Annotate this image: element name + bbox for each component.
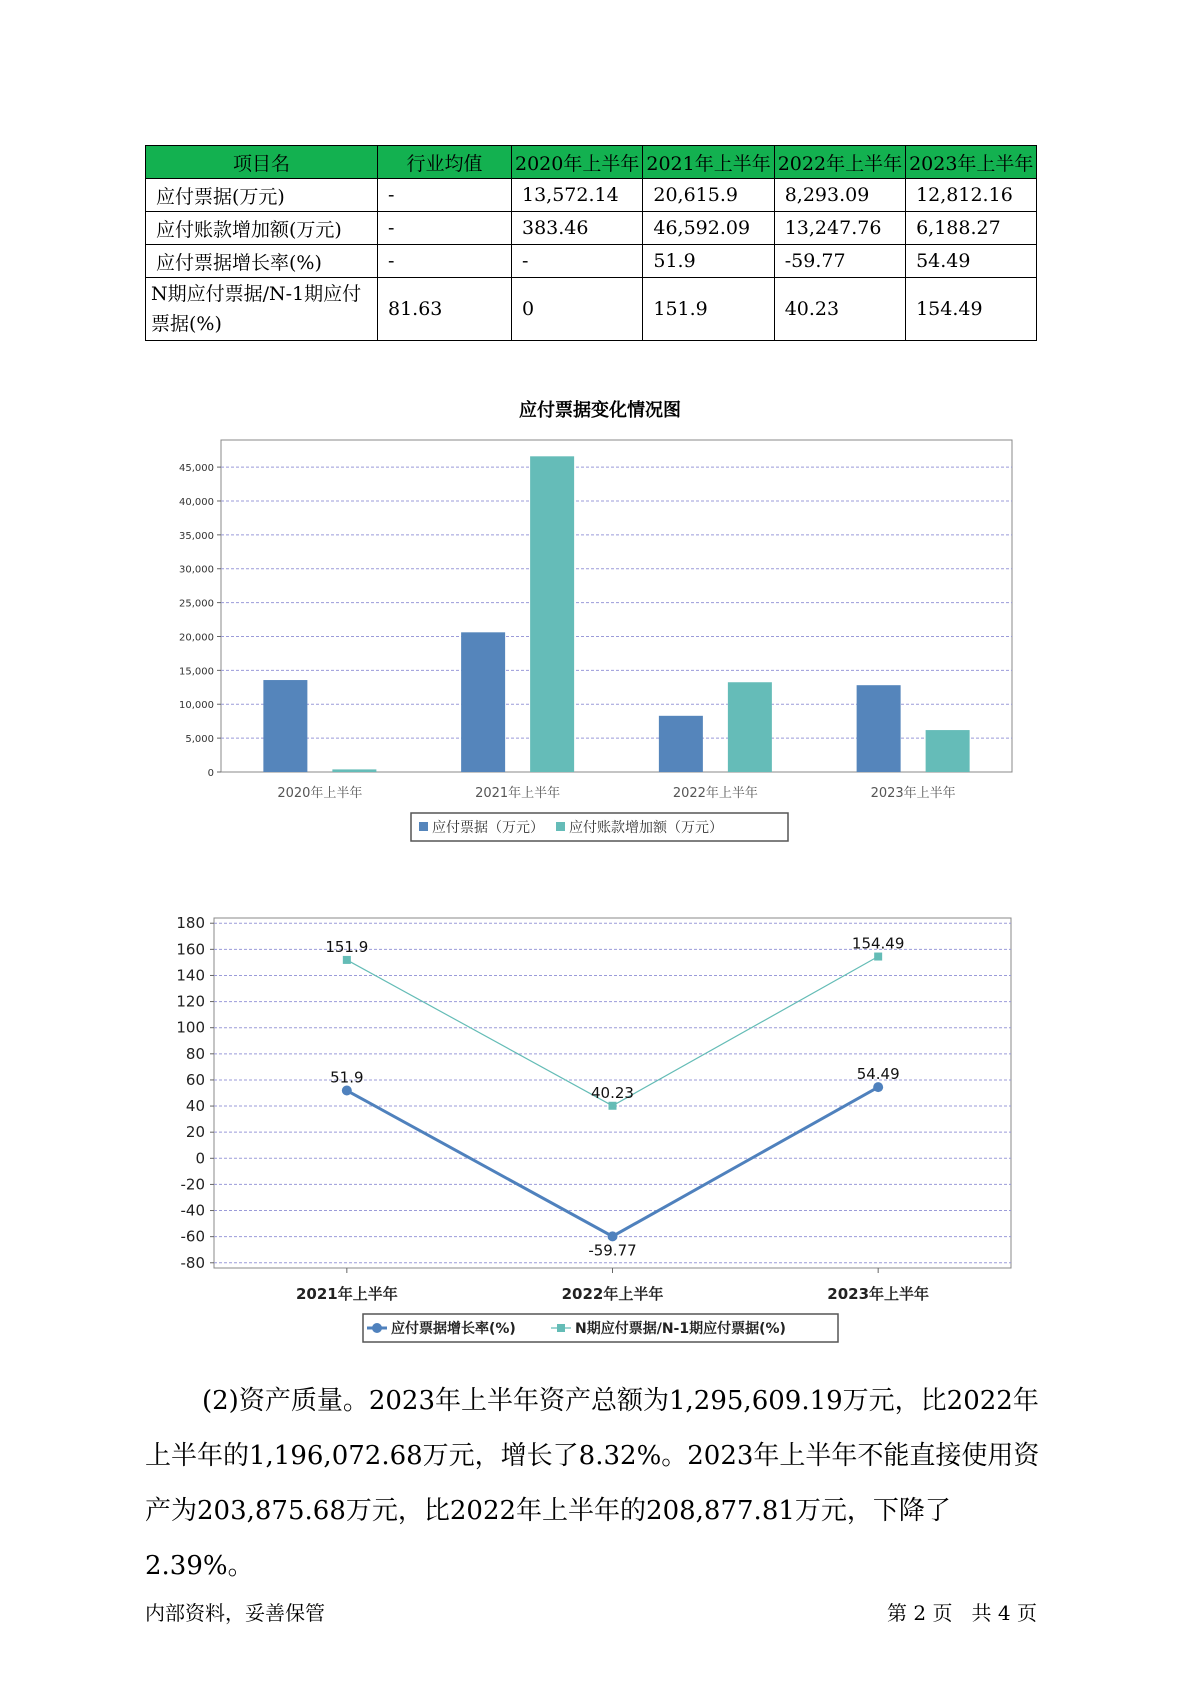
bar-y-tick-label: 5,000 (185, 734, 214, 746)
table-cell: - (378, 212, 512, 245)
bar-y-tick-label: 45,000 (179, 463, 214, 475)
footer-page-number: 第 2 页 共 4 页 (887, 1601, 1037, 1625)
table-cell: 应付账款增加额(万元) (146, 212, 378, 245)
table-cell: 20,615.9 (643, 179, 774, 212)
table-cell: 383.46 (512, 212, 643, 245)
line-y-tick-label: 120 (176, 992, 205, 1011)
bar-y-tick-label: 15,000 (179, 666, 214, 678)
line-x-tick-label: 2022年上半年 (561, 1285, 664, 1303)
line-legend-marker (372, 1323, 382, 1333)
table-cell: -59.77 (774, 245, 905, 278)
line-data-label: 51.9 (330, 1068, 364, 1087)
bar-legend-label: 应付账款增加额（万元） (569, 820, 723, 836)
bar-y-tick-label: 35,000 (179, 530, 214, 542)
bar-x-tick-label: 2022年上半年 (672, 786, 758, 801)
bar-y-tick-label: 40,000 (179, 496, 214, 508)
table-cell: N期应付票据/N-1期应付票据(%) (146, 278, 378, 341)
line-y-tick-label: -40 (180, 1201, 205, 1220)
line-y-tick-label: 20 (185, 1123, 205, 1142)
header-2021h1: 2021年上半年 (643, 146, 774, 179)
line-data-label: 154.49 (851, 934, 905, 953)
line-legend-label: 应付票据增长率(%) (391, 1321, 516, 1337)
header-item-name: 项目名 (146, 146, 378, 179)
ratio-point (609, 1102, 617, 1110)
table-cell: 81.63 (378, 278, 512, 341)
table-cell: 13,247.76 (774, 212, 905, 245)
bar-y-tick-label: 25,000 (179, 598, 214, 610)
bar-legend-label: 应付票据（万元） (432, 820, 544, 836)
bar-x-tick-label: 2020年上半年 (277, 786, 363, 801)
table-cell: 151.9 (643, 278, 774, 341)
table-cell: 应付票据增长率(%) (146, 245, 378, 278)
table-cell: 46,592.09 (643, 212, 774, 245)
line-x-tick-label: 2021年上半年 (295, 1285, 398, 1303)
table-cell: 154.49 (906, 278, 1037, 341)
bar-x-tick-label: 2023年上半年 (870, 786, 956, 801)
ratio-point (874, 953, 882, 961)
table-cell: 54.49 (906, 245, 1037, 278)
line-y-tick-label: 160 (176, 940, 205, 959)
bar-y-tick-label: 0 (207, 768, 214, 779)
line-y-tick-label: -20 (180, 1175, 205, 1194)
line-y-tick-label: 140 (176, 966, 205, 985)
line-legend-marker (557, 1324, 565, 1332)
table-cell: 8,293.09 (774, 179, 905, 212)
line-y-tick-label: -80 (180, 1253, 205, 1272)
header-2022h1: 2022年上半年 (774, 146, 905, 179)
line-x-tick-label: 2023年上半年 (827, 1285, 930, 1303)
bar-x-tick-label: 2021年上半年 (475, 786, 561, 801)
table-cell: 12,812.16 (906, 179, 1037, 212)
table-cell: 0 (512, 278, 643, 341)
bar-y-tick-label: 30,000 (179, 564, 214, 576)
line-y-tick-label: -60 (180, 1227, 205, 1246)
line-y-tick-label: 100 (176, 1018, 205, 1037)
header-industry-avg: 行业均值 (378, 146, 512, 179)
bar-y-tick-label: 10,000 (179, 700, 214, 712)
asset-quality-paragraph: (2)资产质量。2023年上半年资产总额为1,295,609.19万元，比2022年上半年的1,196,072.68万元，增长了8.32%。2023年上半年不能直接使用资产为203,875.68万元，比2022年上半年的208,877.81万元，下降了2.39%。 (145, 1386, 1040, 1581)
line-y-tick-label: 40 (185, 1097, 205, 1116)
line-y-tick-label: 80 (185, 1044, 205, 1063)
table-cell: 51.9 (643, 245, 774, 278)
bar-chart-title: 应付票据变化情况图 (519, 400, 681, 421)
line-y-tick-label: 180 (176, 914, 205, 933)
growth-rate-point (873, 1082, 883, 1092)
footer-confidential-note: 内部资料，妥善保管 (145, 1601, 325, 1625)
line-y-tick-label: 0 (195, 1149, 205, 1168)
line-y-tick-label: 60 (185, 1070, 205, 1089)
table-cell: - (378, 245, 512, 278)
header-2020h1: 2020年上半年 (512, 146, 643, 179)
growth-rate-point (608, 1231, 618, 1241)
bar-y-tick-label: 20,000 (179, 632, 214, 644)
growth-rate-point (342, 1086, 352, 1096)
table-cell: 应付票据(万元) (146, 179, 378, 212)
table-cell: - (512, 245, 643, 278)
line-legend-label: N期应付票据/N-1期应付票据(%) (575, 1321, 786, 1337)
table-cell: 6,188.27 (906, 212, 1037, 245)
table-cell: - (378, 179, 512, 212)
line-data-label: 151.9 (325, 937, 369, 956)
header-2023h1: 2023年上半年 (906, 146, 1037, 179)
table-cell: 13,572.14 (512, 179, 643, 212)
line-data-label: 54.49 (856, 1065, 900, 1084)
table-cell: 40.23 (774, 278, 905, 341)
ratio-point (343, 956, 351, 964)
line-data-label: 40.23 (591, 1083, 634, 1102)
line-data-label: -59.77 (588, 1241, 637, 1260)
